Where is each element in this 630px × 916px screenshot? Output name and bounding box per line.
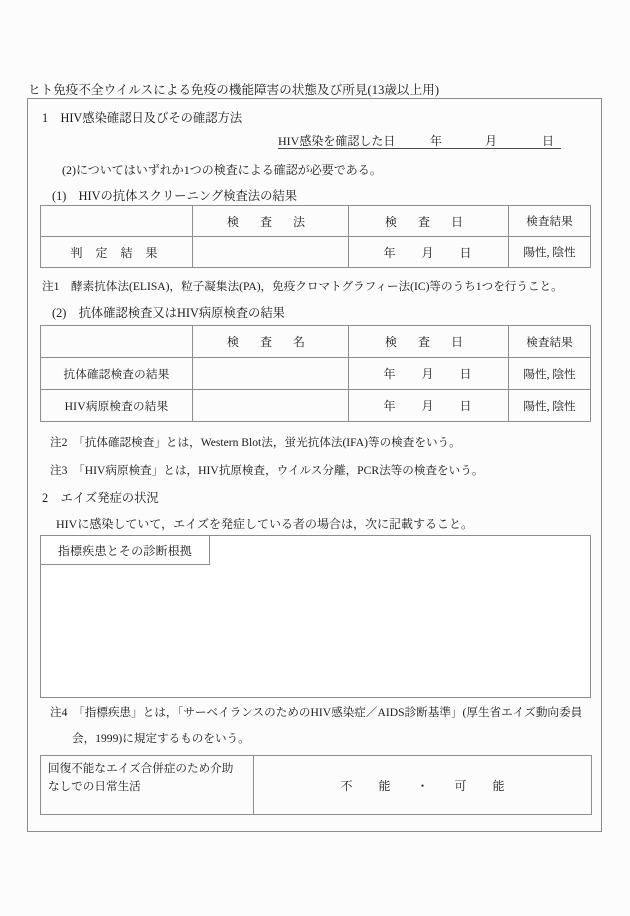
table-row — [41, 390, 591, 422]
confirm-header-blank — [41, 326, 193, 358]
table-row — [41, 756, 592, 815]
date-year-unit: 年 — [383, 399, 396, 413]
screening-header-blank — [41, 206, 193, 237]
confirm-header-test-date: 検 査 日 — [349, 326, 509, 358]
date-day-unit: 日 — [459, 399, 472, 413]
table-row — [41, 237, 591, 268]
hiv-pathogen-result-options[interactable]: 陽性, 陰性 — [509, 390, 591, 422]
section-2-instruction: HIVに感染していて，エイズを発症している者の場合は，次に記載すること。 — [56, 517, 473, 531]
date-year-unit: 年 — [383, 367, 396, 381]
screening-header-test-method: 検 査 法 — [193, 206, 349, 237]
table-header-row — [41, 326, 591, 358]
adl-label-line-1: 回復不能なエイズ合併症のため介助 — [48, 762, 234, 775]
date-month-unit: 月 — [421, 367, 434, 381]
adl-options-cell[interactable] — [254, 756, 592, 815]
adl-row-label — [41, 756, 254, 815]
date-month-unit: 月 — [421, 245, 434, 260]
date-year-unit: 年 — [383, 245, 396, 260]
date-day-unit: 日 — [542, 134, 555, 148]
confirm-header-test-name: 検 査 名 — [193, 326, 349, 358]
hiv-confirmation-date-label: HIV感染を確認した日 — [278, 134, 396, 148]
screening-result-options[interactable]: 陽性, 陰性 — [509, 237, 591, 268]
section-1-heading: 1 HIV感染確認日及びその確認方法 — [42, 111, 243, 125]
date-month-unit: 月 — [421, 399, 434, 413]
confirm-header-test-result: 検査結果 — [509, 326, 591, 358]
section-1-instruction: (2)についてはいずれか1つの検査による確認が必要である。 — [62, 163, 382, 177]
table-header-row — [41, 206, 591, 237]
antibody-confirm-row-label: 抗体確認検査の結果 — [41, 358, 193, 390]
note-3: 注3 「HIV病原検査」とは，HIV抗原検査，ウイルス分離，PCR法等の検査をいう。 — [50, 464, 484, 477]
screening-row-label: 判 定 結 果 — [41, 237, 193, 268]
antibody-confirm-result-options[interactable]: 陽性, 陰性 — [509, 358, 591, 390]
adl-label-line-2: なしでの日常生活 — [48, 779, 141, 793]
date-year-unit: 年 — [430, 134, 443, 148]
note-2: 注2 「抗体確認検査」とは，Western Blot法，蛍光抗体法(IFA)等の検査をいう。 — [50, 436, 461, 449]
note-4-line-1: 注4 「指標疾患」とは，「サーベイランスのためのHIV感染症／AIDS診断基準」(厚生省エイズ動向委員 — [50, 706, 583, 719]
screening-result-table — [40, 205, 591, 268]
adl-options: 不 能 ・ 可 能 — [340, 778, 512, 793]
subsection-1-1-heading: (1) HIVの抗体スクリーニング検査法の結果 — [52, 189, 297, 203]
hiv-pathogen-date-input[interactable] — [349, 390, 509, 422]
antibody-confirm-test-name-input[interactable] — [193, 358, 349, 390]
date-day-unit: 日 — [459, 245, 472, 260]
table-row — [41, 358, 591, 390]
document-title: ヒト免疫不全ウイルスによる免疫の機能障害の状態及び所見(13歳以上用) — [28, 83, 440, 97]
hiv-pathogen-row-label: HIV病原検査の結果 — [41, 390, 193, 422]
antibody-confirm-date-input[interactable] — [349, 358, 509, 390]
note-1: 注1 酵素抗体法(ELISA)，粒子凝集法(PA)，免疫クロマトグラフィー法(IC)等のうち1つを行うこと。 — [42, 280, 563, 293]
date-day-unit: 日 — [459, 367, 472, 381]
note-4-line-2: 会，1999)に規定するものをいう。 — [72, 732, 250, 745]
confirmation-result-table — [40, 325, 591, 422]
indicator-disease-label: 指標疾患とその診断根拠 — [40, 535, 210, 565]
screening-header-test-date: 検 査 日 — [349, 206, 509, 237]
screening-test-name-input[interactable] — [193, 237, 349, 268]
date-month-unit: 月 — [485, 134, 498, 148]
section-2-heading: 2 エイズ発症の状況 — [42, 491, 159, 505]
hiv-confirmation-date-line — [278, 132, 561, 149]
hiv-pathogen-test-name-input[interactable] — [193, 390, 349, 422]
screening-test-date-input[interactable] — [349, 237, 509, 268]
screening-header-test-result: 検査結果 — [509, 206, 591, 237]
subsection-1-2-heading: (2) 抗体確認検査又はHIV病原検査の結果 — [52, 306, 285, 320]
adl-status-table — [40, 755, 592, 815]
